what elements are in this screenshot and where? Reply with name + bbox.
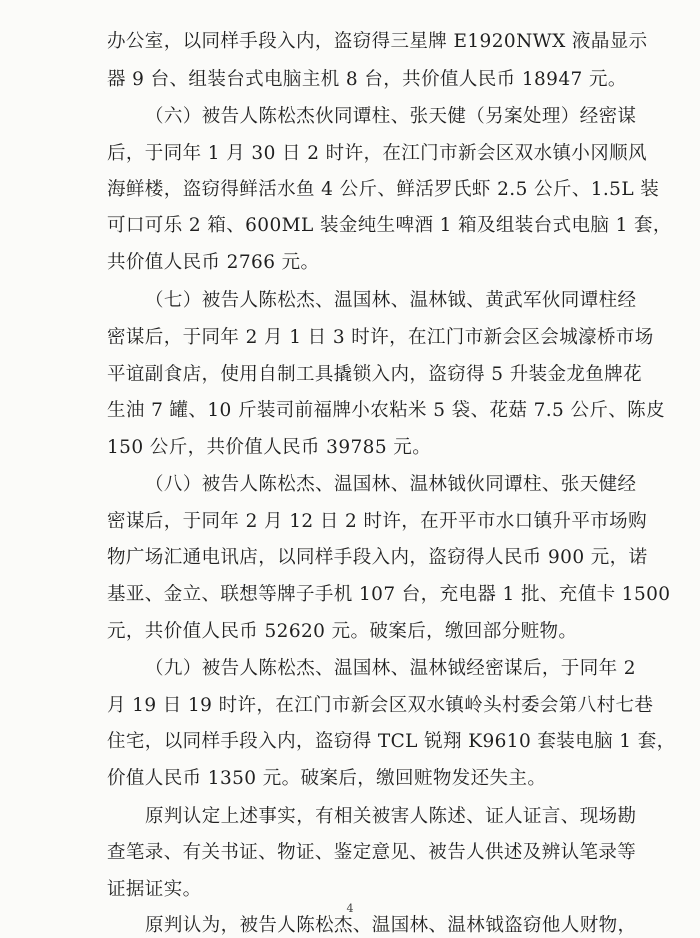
text-line: 共价值人民币 2766 元。 xyxy=(107,252,320,273)
text-line: 办公室，以同样手段入内，盗窃得三星牌 E1920NWX 液晶显示 xyxy=(107,31,648,52)
text-line: 密谋后，于同年 2 月 1 日 3 时许，在江门市新会区会城濠桥市场 xyxy=(107,327,654,348)
text-line: 后，于同年 1 月 30 日 2 时许，在江门市新会区双水镇小冈顺风 xyxy=(107,143,647,164)
text-line: 证据证实。 xyxy=(107,879,202,900)
text-line: 密谋后，于同年 2 月 12 日 2 时许，在开平市水口镇升平市场购 xyxy=(107,511,647,532)
text-line: 基亚、金立、联想等牌子手机 107 台，充电器 1 批、充值卡 1500 xyxy=(107,584,671,605)
paragraph-first-line: 原判认为，被告人陈松杰、温国林、温林钺盗窃他人财物， xyxy=(145,915,637,936)
text-line: 海鲜楼，盗窃得鲜活水鱼 4 公斤、鲜活罗氏虾 2.5 公斤、1.5L 装 xyxy=(107,179,660,200)
paragraph-first-line: （六）被告人陈松杰伙同谭柱、张天健（另案处理）经密谋 xyxy=(145,106,637,127)
text-line: 查笔录、有关书证、物证、鉴定意见、被告人供述及辨认笔录等 xyxy=(107,842,637,863)
text-line: 器 9 台、组装台式电脑主机 8 台，共价值人民币 18947 元。 xyxy=(107,69,627,90)
paragraph-first-line: （八）被告人陈松杰、温国林、温林钺伙同谭柱、张天健经 xyxy=(145,474,637,495)
page-number: 4 xyxy=(346,902,354,915)
text-line: 生油 7 罐、10 斤装司前福牌小农粘米 5 袋、花菇 7.5 公斤、陈皮 xyxy=(107,400,665,421)
text-line: 月 19 日 19 时许，在江门市新会区双水镇岭头村委会第八村七巷 xyxy=(107,695,654,716)
paragraph-first-line: （七）被告人陈松杰、温国林、温林钺、黄武军伙同谭柱经 xyxy=(145,290,637,311)
text-line: 住宅，以同样手段入内，盗窃得 TCL 锐翔 K9610 套装电脑 1 套， xyxy=(107,731,676,752)
text-line: 150 公斤，共价值人民币 39785 元。 xyxy=(107,437,432,458)
text-line: 元，共价值人民币 52620 元。破案后，缴回部分赃物。 xyxy=(107,621,578,642)
text-line: 可口可乐 2 箱、600ML 装金纯生啤酒 1 箱及组装台式电脑 1 套， xyxy=(107,215,672,236)
paragraph-first-line: 原判认定上述事实，有相关被害人陈述、证人证言、现场勘 xyxy=(145,806,637,827)
text-line: 物广场汇通电讯店，以同样手段入内，盗窃得人民币 900 元，诺 xyxy=(107,547,648,568)
text-line: 价值人民币 1350 元。破案后，缴回赃物发还失主。 xyxy=(107,768,547,789)
text-line: 平谊副食店，使用自制工具撬锁入内，盗窃得 5 升装金龙鱼牌花 xyxy=(107,364,643,385)
paragraph-first-line: （九）被告人陈松杰、温国林、温林钺经密谋后，于同年 2 xyxy=(145,658,636,679)
